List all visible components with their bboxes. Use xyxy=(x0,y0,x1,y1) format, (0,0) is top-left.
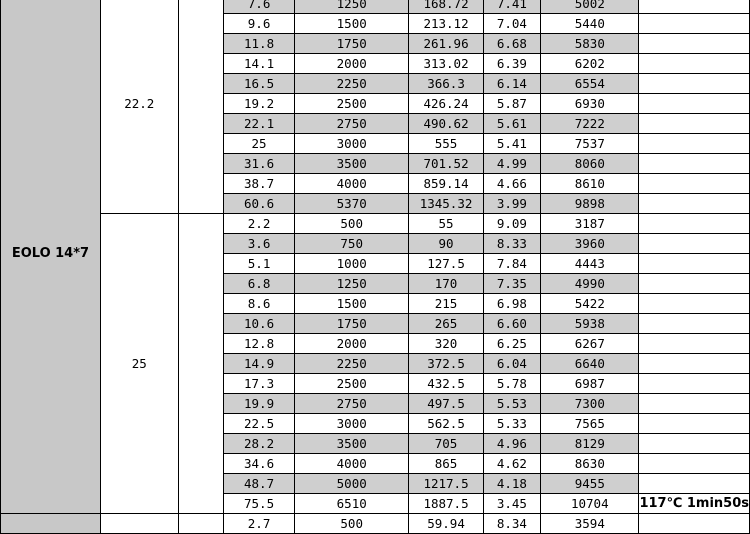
cell-col2: 2000 xyxy=(294,334,408,354)
group-size-cell: 22.2 xyxy=(100,0,178,214)
cell-col1: 48.7 xyxy=(224,474,295,494)
note-cell xyxy=(639,0,750,14)
cell-col2: 2500 xyxy=(294,374,408,394)
cell-col3: 55 xyxy=(409,214,483,234)
cell-col1: 10.6 xyxy=(224,314,295,334)
cell-col3: 1217.5 xyxy=(409,474,483,494)
cell-col4: 6.60 xyxy=(483,314,541,334)
cell-col3: 490.62 xyxy=(409,114,483,134)
cell-col3: 313.02 xyxy=(409,54,483,74)
table-row xyxy=(1,514,750,534)
note-cell xyxy=(639,314,750,334)
cell-col2: 3000 xyxy=(294,414,408,434)
cell-col3: 562.5 xyxy=(409,414,483,434)
group-blank-cell xyxy=(178,0,223,214)
cell-col5: 6987 xyxy=(541,374,639,394)
cell-col5: 7565 xyxy=(541,414,639,434)
cell-col4: 4.99 xyxy=(483,154,541,174)
cell-col3: 90 xyxy=(409,234,483,254)
cell-col5: 5002 xyxy=(541,0,639,14)
cell-col1: 2.2 xyxy=(224,214,295,234)
note-cell xyxy=(639,514,750,534)
cell-col3: 701.52 xyxy=(409,154,483,174)
cell-col3: 705 xyxy=(409,434,483,454)
cell-col5: 4990 xyxy=(541,274,639,294)
cell-col4: 7.41 xyxy=(483,0,541,14)
cell-col5: 9455 xyxy=(541,474,639,494)
cell-col1: 11.8 xyxy=(224,34,295,54)
cell-col2: 1500 xyxy=(294,294,408,314)
cell-col2: 2000 xyxy=(294,54,408,74)
note-cell xyxy=(639,294,750,314)
note-cell xyxy=(639,434,750,454)
cell-col1: 25 xyxy=(224,134,295,154)
note-cell xyxy=(639,234,750,254)
cell-col2: 5370 xyxy=(294,194,408,214)
cell-col4: 5.78 xyxy=(483,374,541,394)
cell-col3: 215 xyxy=(409,294,483,314)
cell-col4: 3.45 xyxy=(483,494,541,514)
cell-col5: 8630 xyxy=(541,454,639,474)
cell-col5: 7300 xyxy=(541,394,639,414)
cell-col4: 9.09 xyxy=(483,214,541,234)
cell-col1: 34.6 xyxy=(224,454,295,474)
cell-col5: 10704 xyxy=(541,494,639,514)
note-cell xyxy=(639,334,750,354)
cell-col5: 7537 xyxy=(541,134,639,154)
cell-col2: 3500 xyxy=(294,434,408,454)
cell-col5: 6554 xyxy=(541,74,639,94)
note-cell xyxy=(639,394,750,414)
cell-col2: 3000 xyxy=(294,134,408,154)
cell-col4: 4.96 xyxy=(483,434,541,454)
cell-col3: 865 xyxy=(409,454,483,474)
cell-col5: 4443 xyxy=(541,254,639,274)
cell-col2: 750 xyxy=(294,234,408,254)
cell-col2: 1750 xyxy=(294,34,408,54)
cell-col1: 60.6 xyxy=(224,194,295,214)
cell-col5: 9898 xyxy=(541,194,639,214)
group-size-cell: 25 xyxy=(100,214,178,514)
cell-col4: 4.18 xyxy=(483,474,541,494)
cell-col5: 3594 xyxy=(541,514,639,534)
cell-col5: 3960 xyxy=(541,234,639,254)
cell-col4: 6.04 xyxy=(483,354,541,374)
cell-col3: 432.5 xyxy=(409,374,483,394)
note-cell xyxy=(639,134,750,154)
cell-col4: 5.61 xyxy=(483,114,541,134)
cell-col4: 5.53 xyxy=(483,394,541,414)
cell-col1: 14.1 xyxy=(224,54,295,74)
cell-col1: 22.1 xyxy=(224,114,295,134)
cell-col1: 7.6 xyxy=(224,0,295,14)
cell-col2: 2750 xyxy=(294,394,408,414)
cell-col5: 5440 xyxy=(541,14,639,34)
cell-col1: 19.2 xyxy=(224,94,295,114)
cell-col2: 3500 xyxy=(294,154,408,174)
cell-col2: 500 xyxy=(294,514,408,534)
note-cell xyxy=(639,174,750,194)
cell-col3: 59.94 xyxy=(409,514,483,534)
cell-col1: 12.8 xyxy=(224,334,295,354)
cell-col1: 3.6 xyxy=(224,234,295,254)
cell-col1: 17.3 xyxy=(224,374,295,394)
cell-col3: 426.24 xyxy=(409,94,483,114)
cell-col2: 1500 xyxy=(294,14,408,34)
model-name-cell xyxy=(1,514,101,534)
note-cell xyxy=(639,214,750,234)
note-cell xyxy=(639,254,750,274)
cell-col2: 2250 xyxy=(294,74,408,94)
cell-col2: 4000 xyxy=(294,454,408,474)
cell-col1: 28.2 xyxy=(224,434,295,454)
note-cell xyxy=(639,94,750,114)
note-cell xyxy=(639,14,750,34)
cell-col1: 16.5 xyxy=(224,74,295,94)
cell-col4: 3.99 xyxy=(483,194,541,214)
cell-col5: 5938 xyxy=(541,314,639,334)
cell-col3: 1345.32 xyxy=(409,194,483,214)
cell-col4: 5.41 xyxy=(483,134,541,154)
cell-col3: 497.5 xyxy=(409,394,483,414)
cell-col2: 4000 xyxy=(294,174,408,194)
cell-col4: 8.34 xyxy=(483,514,541,534)
note-cell xyxy=(639,34,750,54)
table-row xyxy=(1,214,750,234)
cell-col3: 213.12 xyxy=(409,14,483,34)
model-name-cell: EOLO 14*7 xyxy=(1,0,101,514)
note-cell xyxy=(639,114,750,134)
cell-col1: 6.8 xyxy=(224,274,295,294)
cell-col5: 5830 xyxy=(541,34,639,54)
cell-col5: 6202 xyxy=(541,54,639,74)
cell-col1: 75.5 xyxy=(224,494,295,514)
cell-col5: 5422 xyxy=(541,294,639,314)
group-size-cell xyxy=(100,514,178,534)
note-cell xyxy=(639,74,750,94)
cell-col4: 4.66 xyxy=(483,174,541,194)
cell-col3: 555 xyxy=(409,134,483,154)
cell-col5: 3187 xyxy=(541,214,639,234)
table-row xyxy=(1,0,750,14)
cell-col4: 6.98 xyxy=(483,294,541,314)
note-cell xyxy=(639,154,750,174)
cell-col3: 168.72 xyxy=(409,0,483,14)
group-blank-cell xyxy=(178,514,223,534)
cell-col4: 8.33 xyxy=(483,234,541,254)
cell-col1: 19.9 xyxy=(224,394,295,414)
cell-col5: 6267 xyxy=(541,334,639,354)
note-cell xyxy=(639,354,750,374)
cell-col4: 5.87 xyxy=(483,94,541,114)
cell-col4: 6.68 xyxy=(483,34,541,54)
cell-col2: 1000 xyxy=(294,254,408,274)
cell-col2: 6510 xyxy=(294,494,408,514)
cell-col4: 6.14 xyxy=(483,74,541,94)
cell-col5: 8610 xyxy=(541,174,639,194)
cell-col3: 320 xyxy=(409,334,483,354)
cell-col4: 7.84 xyxy=(483,254,541,274)
note-cell xyxy=(639,54,750,74)
cell-col3: 366.3 xyxy=(409,74,483,94)
cell-col5: 8060 xyxy=(541,154,639,174)
cell-col3: 372.5 xyxy=(409,354,483,374)
group-blank-cell xyxy=(178,214,223,514)
cell-col2: 500 xyxy=(294,214,408,234)
cell-col3: 1887.5 xyxy=(409,494,483,514)
cell-col1: 38.7 xyxy=(224,174,295,194)
note-cell xyxy=(639,274,750,294)
cell-col4: 7.35 xyxy=(483,274,541,294)
cell-col4: 6.25 xyxy=(483,334,541,354)
cell-col1: 8.6 xyxy=(224,294,295,314)
cell-col2: 1250 xyxy=(294,274,408,294)
note-cell xyxy=(639,194,750,214)
cell-col3: 170 xyxy=(409,274,483,294)
cell-col4: 7.04 xyxy=(483,14,541,34)
cell-col1: 5.1 xyxy=(224,254,295,274)
cell-col5: 7222 xyxy=(541,114,639,134)
cell-col2: 1250 xyxy=(294,0,408,14)
cell-col5: 8129 xyxy=(541,434,639,454)
cell-col2: 1750 xyxy=(294,314,408,334)
cell-col5: 6640 xyxy=(541,354,639,374)
cell-col4: 6.39 xyxy=(483,54,541,74)
note-cell xyxy=(639,374,750,394)
cell-col2: 5000 xyxy=(294,474,408,494)
cell-col2: 2500 xyxy=(294,94,408,114)
cell-col4: 4.62 xyxy=(483,454,541,474)
cell-col2: 2750 xyxy=(294,114,408,134)
note-cell xyxy=(639,454,750,474)
cell-col4: 5.33 xyxy=(483,414,541,434)
cell-col1: 9.6 xyxy=(224,14,295,34)
note-cell xyxy=(639,474,750,494)
cell-col5: 6930 xyxy=(541,94,639,114)
cell-col3: 127.5 xyxy=(409,254,483,274)
cell-col2: 2250 xyxy=(294,354,408,374)
cell-col1: 31.6 xyxy=(224,154,295,174)
cell-col3: 859.14 xyxy=(409,174,483,194)
cell-col1: 14.9 xyxy=(224,354,295,374)
note-cell xyxy=(639,414,750,434)
note-cell: 117℃ 1min50s xyxy=(639,494,750,514)
cell-col1: 2.7 xyxy=(224,514,295,534)
cell-col3: 265 xyxy=(409,314,483,334)
cell-col1: 22.5 xyxy=(224,414,295,434)
cell-col3: 261.96 xyxy=(409,34,483,54)
